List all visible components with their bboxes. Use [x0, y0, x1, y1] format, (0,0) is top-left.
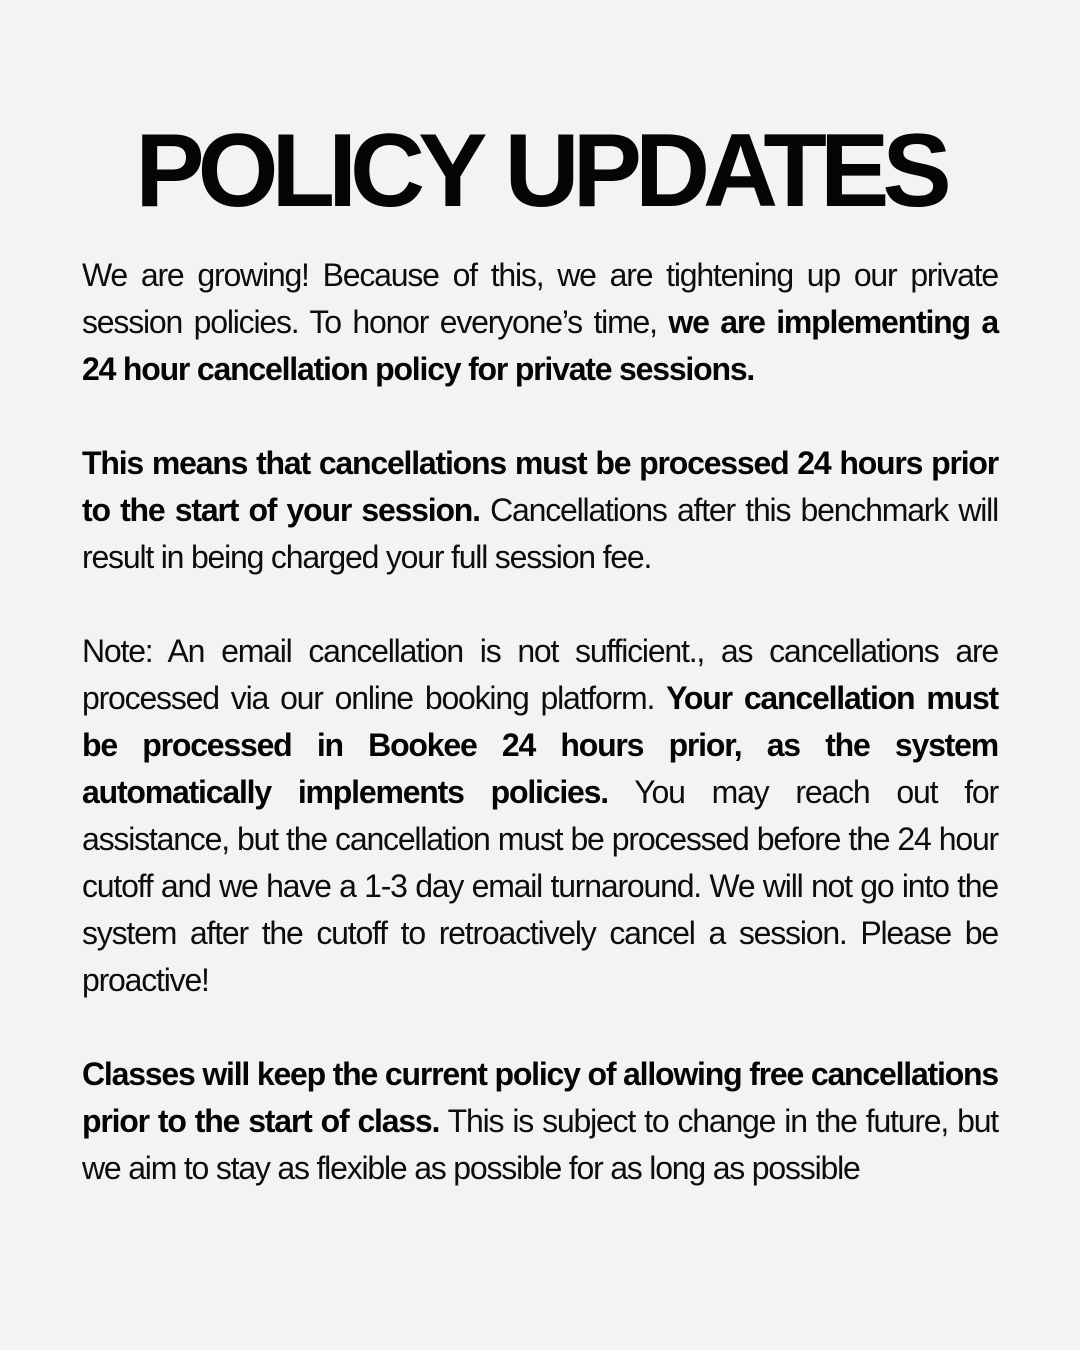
paragraph-text: You may reach out for assistance, but the cancellation must be processed before the 24 hour cutoff and we have a 1-3 day email turnaround. We will not go into the system after the cutoff to retroactively cancel a session. Please be proactive!	[82, 774, 998, 998]
paragraph-growth	[82, 252, 998, 393]
paragraph-text: Cancellations after this benchmark will result in being charged your full session fee.	[82, 492, 998, 575]
paragraph-text: Note: An email cancellation is not sufficient., as cancellations are processed via our online booking platform.	[82, 633, 998, 716]
paragraph-emphasis: we are implementing a 24 hour cancellation policy for private sessions.	[82, 304, 998, 387]
paragraph-note	[82, 628, 998, 1004]
paragraph-emphasis: Your cancellation must be processed in Bookee 24 hours prior, as the system automatically implements policies.	[82, 680, 998, 810]
policy-body	[82, 252, 998, 1192]
paragraph-text: We are growing! Because of this, we are tightening up our private session policies. To honor everyone’s time,	[82, 257, 998, 340]
paragraph-classes	[82, 1051, 998, 1192]
paragraph-cancellation-rule	[82, 440, 998, 581]
paragraph-text: This is subject to change in the future, but we aim to stay as flexible as possible for as long as possible	[82, 1103, 998, 1186]
paragraph-emphasis: This means that cancellations must be processed 24 hours prior to the start of your session.	[82, 445, 998, 528]
page-title: POLICY UPDATES	[135, 113, 945, 229]
paragraph-emphasis: Classes will keep the current policy of allowing free cancellations prior to the start of class.	[82, 1056, 998, 1139]
